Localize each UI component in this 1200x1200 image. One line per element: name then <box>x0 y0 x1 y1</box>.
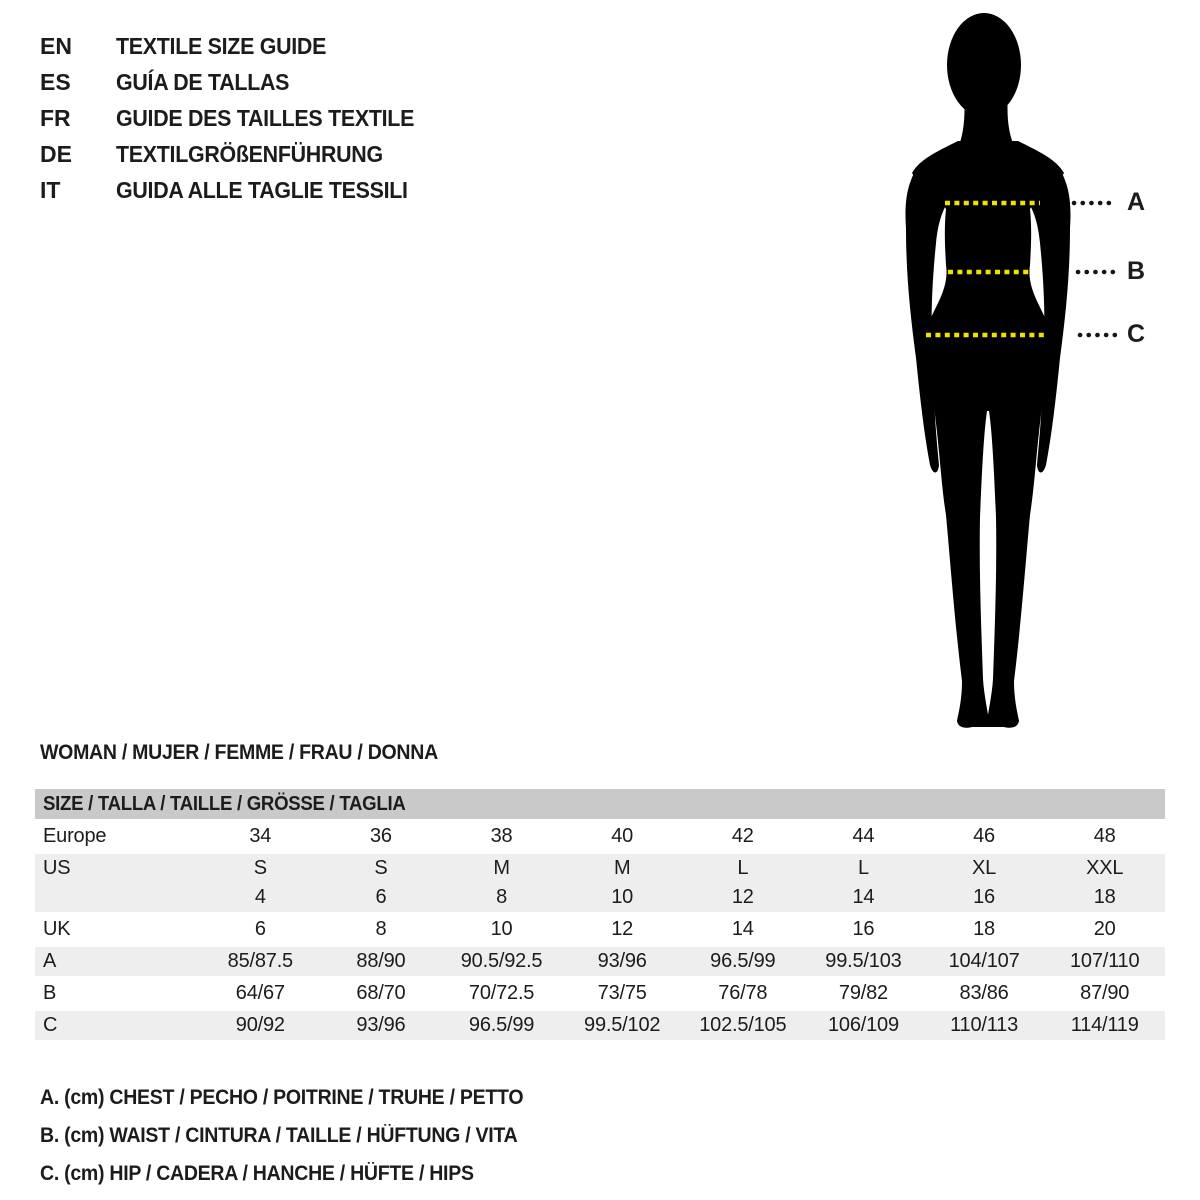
cell: 18 <box>973 918 995 940</box>
language-title-list <box>40 28 437 208</box>
cell: L <box>737 857 749 879</box>
lang-row-en <box>40 28 437 64</box>
lang-title: GUIDE DES TAILLES TEXTILE <box>116 105 415 131</box>
legend-chest-text: A. (cm) CHEST / PECHO / POITRINE / TRUHE / PETTO <box>40 1086 524 1109</box>
cell: 104/107 <box>948 950 1020 972</box>
lang-row-fr <box>40 100 437 136</box>
cell: 88/90 <box>356 950 406 972</box>
cell: 96.5/99 <box>468 1014 535 1036</box>
cell: 42 <box>731 825 754 847</box>
cell: 38 <box>490 825 513 847</box>
cell: 8 <box>375 918 387 940</box>
cell: 12 <box>731 886 754 908</box>
table-row-uk <box>35 915 1165 944</box>
lang-code: ES <box>40 69 71 95</box>
cell: 12 <box>611 918 634 940</box>
table-header-text: SIZE / TALLA / TAILLE / GRÖSSE / TAGLIA <box>43 793 406 815</box>
cell: 10 <box>611 886 634 908</box>
cell: 18 <box>1093 886 1116 908</box>
cell: 93/96 <box>356 1014 406 1036</box>
woman-silhouette-figure <box>900 13 1200 743</box>
marker-label-hip: C <box>1127 320 1146 348</box>
table-row-europe <box>35 822 1165 851</box>
table-row-us-letters <box>35 854 1165 883</box>
cell: 14 <box>731 918 754 940</box>
cell: XL <box>972 857 997 879</box>
cell: 64/67 <box>235 982 285 1004</box>
table-header-bar <box>35 789 1165 819</box>
legend-hip <box>40 1155 560 1193</box>
legend-chest <box>40 1079 560 1117</box>
cell: 76/78 <box>718 982 768 1004</box>
lang-title: TEXTILGRÖßENFÜHRUNG <box>116 141 383 167</box>
lang-code: EN <box>40 33 72 59</box>
lang-code: IT <box>40 177 61 203</box>
table-row-hip-c <box>35 1011 1165 1040</box>
cell: 102.5/105 <box>699 1014 787 1036</box>
lang-row-de <box>40 136 437 172</box>
cell: 20 <box>1093 918 1116 940</box>
cell: 85/87.5 <box>227 950 293 972</box>
cell: 40 <box>611 825 634 847</box>
cell: 110/113 <box>950 1014 1019 1036</box>
legend-waist-text: B. (cm) WAIST / CINTURA / TAILLE / HÜFTUNG / VITA <box>40 1124 518 1147</box>
row-label <box>35 883 200 912</box>
cell: 8 <box>496 886 508 908</box>
table-row-chest-a <box>35 947 1165 976</box>
lang-title: TEXTILE SIZE GUIDE <box>116 33 327 59</box>
marker-label-chest: A <box>1127 188 1146 216</box>
cell: 6 <box>254 918 266 940</box>
table-row-waist-b <box>35 979 1165 1008</box>
measure-legend <box>40 1079 560 1193</box>
section-title <box>40 741 468 765</box>
row-label: UK <box>43 918 71 940</box>
size-table <box>35 789 1165 1043</box>
cell: L <box>857 857 869 879</box>
lang-row-it <box>40 172 437 208</box>
section-title-text: WOMAN / MUJER / FEMME / FRAU / DONNA <box>40 741 438 764</box>
cell: 34 <box>249 825 272 847</box>
row-label: B <box>43 982 57 1004</box>
lang-title: GUÍA DE TALLAS <box>116 69 290 95</box>
lang-code: DE <box>40 141 72 167</box>
row-label: A <box>43 950 57 972</box>
cell: 83/86 <box>959 982 1009 1004</box>
cell: 96.5/99 <box>710 950 776 972</box>
cell: 107/110 <box>1069 950 1140 972</box>
cell: 99.5/102 <box>584 1014 661 1036</box>
legend-hip-text: C. (cm) HIP / CADERA / HANCHE / HÜFTE / HIPS <box>40 1162 474 1185</box>
cell: 10 <box>490 918 513 940</box>
cell: 6 <box>375 886 387 908</box>
cell: 46 <box>973 825 995 847</box>
lang-row-es <box>40 64 437 100</box>
cell: 36 <box>370 825 392 847</box>
cell: 70/72.5 <box>468 982 535 1004</box>
row-label: Europe <box>43 825 107 847</box>
cell: 90/92 <box>235 1014 285 1036</box>
cell: M <box>613 857 631 879</box>
cell: 14 <box>852 886 875 908</box>
cell: 99.5/103 <box>825 950 902 972</box>
cell: S <box>253 857 267 879</box>
cell: 87/90 <box>1080 982 1130 1004</box>
cell: 48 <box>1093 825 1116 847</box>
marker-label-waist: B <box>1127 257 1146 285</box>
cell: XXL <box>1086 857 1124 879</box>
cell: 114/119 <box>1070 1014 1139 1036</box>
legend-waist <box>40 1117 560 1155</box>
lang-code: FR <box>40 105 71 131</box>
cell: 106/109 <box>827 1014 899 1036</box>
cell: 16 <box>973 886 995 908</box>
cell: S <box>374 857 388 879</box>
cell: 16 <box>852 918 875 940</box>
cell: 90.5/92.5 <box>460 950 543 972</box>
table-row-us-numbers <box>35 883 1165 912</box>
cell: 68/70 <box>356 982 406 1004</box>
cell: M <box>493 857 510 879</box>
row-label: C <box>43 1014 58 1036</box>
cell: 44 <box>852 825 875 847</box>
cell: 4 <box>254 886 266 908</box>
cell: 73/75 <box>597 982 647 1004</box>
cell: 93/96 <box>597 950 647 972</box>
lang-title: GUIDA ALLE TAGLIE TESSILI <box>116 177 408 203</box>
row-label: US <box>43 857 71 879</box>
cell: 79/82 <box>838 982 888 1004</box>
